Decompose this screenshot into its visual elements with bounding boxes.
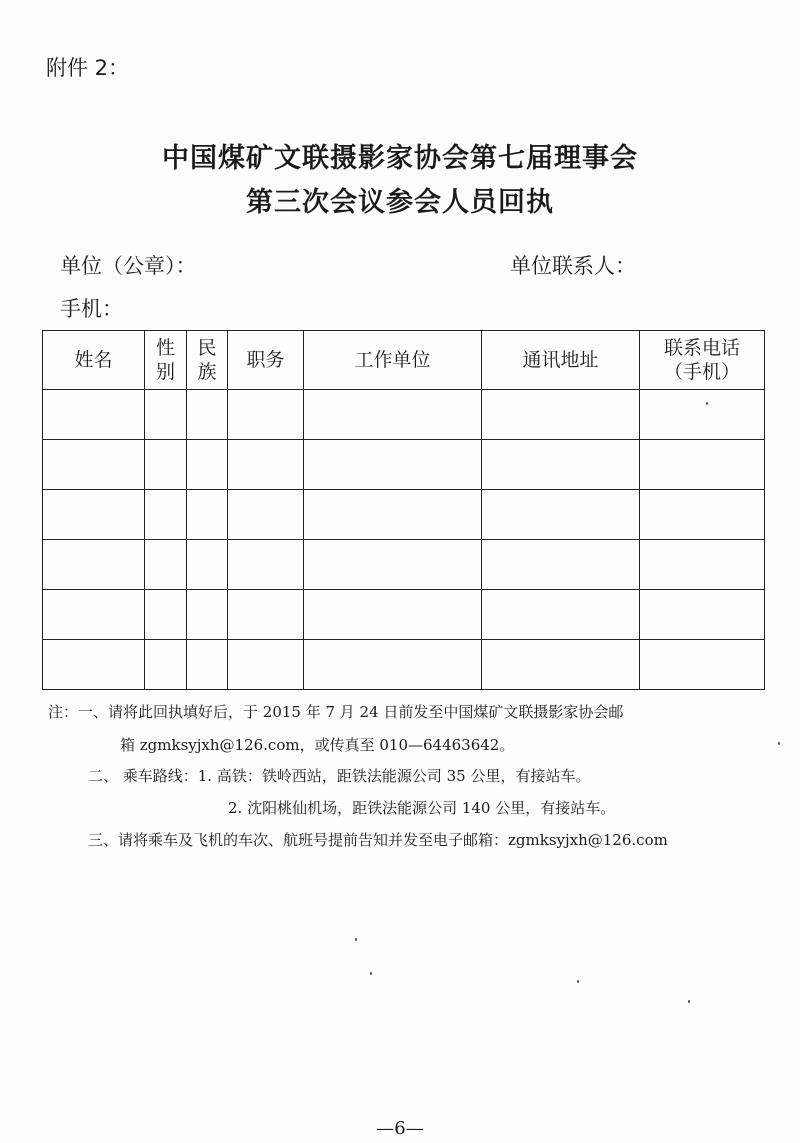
table-cell[interactable] — [43, 390, 145, 440]
table-cell[interactable] — [640, 490, 765, 540]
table-cell[interactable] — [228, 440, 304, 490]
table-cell[interactable] — [640, 440, 765, 490]
table-cell[interactable] — [145, 640, 187, 690]
table-cell[interactable] — [228, 590, 304, 640]
table-cell[interactable] — [187, 540, 228, 590]
unit-contact-label: 单位联系人： — [510, 254, 636, 278]
table-row — [43, 590, 765, 640]
col-gender: 性 别 — [145, 331, 187, 390]
table-row — [43, 540, 765, 590]
table-cell[interactable] — [228, 390, 304, 440]
note-1-line-1: 注：一、请将此回执填好后，于 2015 年 7 月 24 日前发至中国煤矿文联摄影家协会邮 — [48, 703, 624, 721]
table-cell[interactable] — [482, 590, 640, 640]
col-phone: 联系电话 （手机） — [640, 331, 765, 390]
table-row — [43, 440, 765, 490]
table-cell[interactable] — [304, 540, 482, 590]
table-cell[interactable] — [304, 590, 482, 640]
table-cell[interactable] — [304, 640, 482, 690]
col-name: 姓名 — [43, 331, 145, 390]
table-cell[interactable] — [640, 390, 765, 440]
table-cell[interactable] — [43, 640, 145, 690]
scan-speck — [370, 972, 372, 975]
table-header-row — [43, 331, 765, 390]
table-cell[interactable] — [187, 490, 228, 540]
col-address: 通讯地址 — [482, 331, 640, 390]
note-2-line-2: 2. 沈阳桃仙机场，距铁法能源公司 140 公里，有接站车。 — [228, 799, 616, 817]
table-cell[interactable] — [43, 440, 145, 490]
mobile-label: 手机： — [60, 297, 123, 321]
title-line-2: 第三次会议参会人员回执 — [246, 187, 554, 218]
table-cell[interactable] — [145, 390, 187, 440]
table-cell[interactable] — [304, 390, 482, 440]
note-3: 三、请将乘车及飞机的车次、航班号提前告知并发至电子邮箱：zgmksyjxh@126.com — [88, 831, 668, 849]
table-cell[interactable] — [145, 540, 187, 590]
table-cell[interactable] — [482, 640, 640, 690]
page-number: —6— — [376, 1118, 424, 1139]
table-cell[interactable] — [187, 640, 228, 690]
table-cell[interactable] — [228, 490, 304, 540]
scan-speck — [778, 742, 780, 745]
title-line-1: 中国煤矿文联摄影家协会第七届理事会 — [162, 143, 638, 174]
table-row — [43, 640, 765, 690]
table-cell[interactable] — [228, 640, 304, 690]
scan-speck — [706, 402, 708, 405]
table-cell[interactable] — [145, 440, 187, 490]
col-position: 职务 — [228, 331, 304, 390]
table-cell[interactable] — [482, 390, 640, 440]
note-1-line-2: 箱 zgmksyjxh@126.com，或传真至 010—64463642。 — [120, 736, 515, 754]
table-cell[interactable] — [228, 540, 304, 590]
table-cell[interactable] — [187, 390, 228, 440]
table-cell[interactable] — [482, 490, 640, 540]
table-row — [43, 490, 765, 540]
col-ethnicity: 民 族 — [187, 331, 228, 390]
table-row — [43, 390, 765, 440]
col-workplace: 工作单位 — [304, 331, 482, 390]
table-cell[interactable] — [187, 590, 228, 640]
scan-speck — [355, 938, 357, 941]
table-cell[interactable] — [43, 540, 145, 590]
scan-speck — [688, 1000, 690, 1003]
attachment-label: 附件 2： — [46, 56, 130, 80]
table-cell[interactable] — [187, 440, 228, 490]
attendee-table — [42, 330, 765, 690]
table-cell[interactable] — [640, 540, 765, 590]
table-cell[interactable] — [304, 440, 482, 490]
table-cell[interactable] — [304, 490, 482, 540]
table-cell[interactable] — [482, 540, 640, 590]
unit-seal-label: 单位（公章）： — [60, 254, 197, 278]
table-cell[interactable] — [640, 640, 765, 690]
table-cell[interactable] — [145, 590, 187, 640]
table-cell[interactable] — [640, 590, 765, 640]
table-cell[interactable] — [482, 440, 640, 490]
note-2-line-1: 二、 乘车路线：1. 高铁：铁岭西站，距铁法能源公司 35 公里，有接站车。 — [88, 767, 591, 785]
table-cell[interactable] — [43, 490, 145, 540]
scan-speck — [577, 980, 579, 983]
table-cell[interactable] — [43, 590, 145, 640]
table-cell[interactable] — [145, 490, 187, 540]
